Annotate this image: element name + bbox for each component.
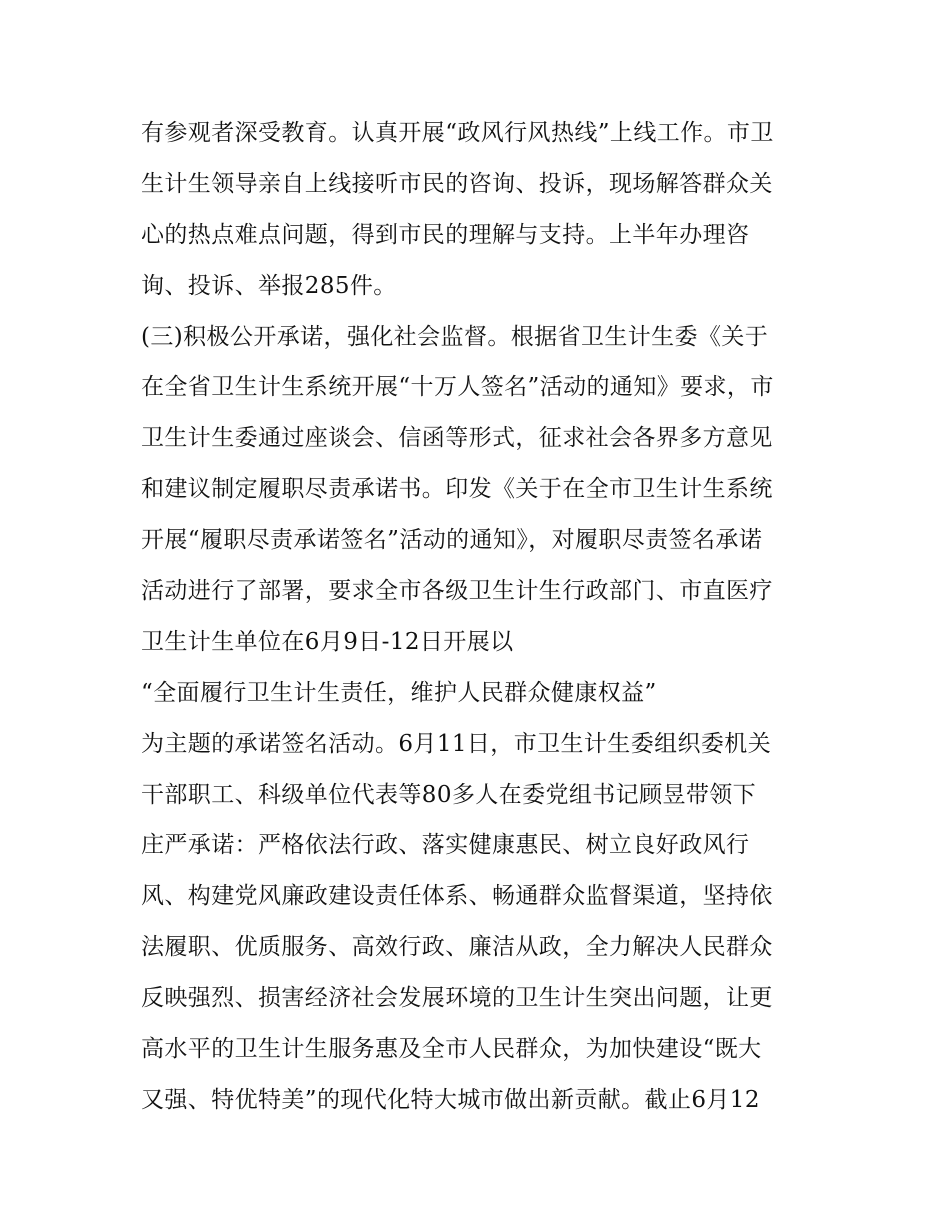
text-line: (三)积极公开承诺，强化社会监督。根据省卫生计生委《关于 <box>141 323 769 350</box>
text-line: 庄严承诺：严格依法行政、落实健康惠民、树立良好政风行 <box>141 832 750 859</box>
text-line: 卫生计生单位在6月9日-12日开展以 <box>141 628 514 655</box>
text-line: 高水平的卫生计生服务惠及全市人民群众，为加快建设“既大 <box>141 1036 762 1063</box>
text-line: 法履职、优质服务、高效行政、廉洁从政，全力解决人民群众 <box>141 934 773 961</box>
text-line: 和建议制定履职尽责承诺书。印发《关于在全市卫生计生系统 <box>141 476 773 503</box>
text-line: 又强、特优特美”的现代化特大城市做出新贡献。截止6月12 <box>141 1086 760 1113</box>
text-line: 心的热点难点问题，得到市民的理解与支持。上半年办理咨 <box>141 221 750 248</box>
text-line: 有参观者深受教育。认真开展“政风行风热线”上线工作。市卫 <box>141 120 774 146</box>
text-line: 在全省卫生计生系统开展“十万人签名”活动的通知》要求，市 <box>141 374 774 401</box>
text-line: 为主题的承诺签名活动。6月11日，市卫生计生委组织委机关 <box>141 730 772 757</box>
text-line: 开展“履职尽责承诺签名”活动的通知》，对履职尽责签名承诺 <box>141 527 763 554</box>
text-line: 卫生计生委通过座谈会、信函等形式，征求社会各界多方意见 <box>141 425 773 452</box>
text-line: 询、投诉、举报285件。 <box>141 272 397 299</box>
text-line: “全面履行卫生计生责任，维护人民群众健康权益” <box>141 679 657 706</box>
text-line: 活动进行了部署，要求全市各级卫生计生行政部门、市直医疗 <box>141 578 773 605</box>
body-text <box>141 108 821 1126</box>
text-line: 生计生领导亲自上线接听市民的咨询、投诉，现场解答群众关 <box>141 170 773 197</box>
text-line: 风、构建党风廉政建设责任体系、畅通群众监督渠道，坚持依 <box>141 883 773 910</box>
text-line: 反映强烈、损害经济社会发展环境的卫生计生突出问题，让更 <box>141 985 773 1012</box>
text-line: 干部职工、科级单位代表等80多人在委党组书记顾昱带领下 <box>141 781 757 808</box>
